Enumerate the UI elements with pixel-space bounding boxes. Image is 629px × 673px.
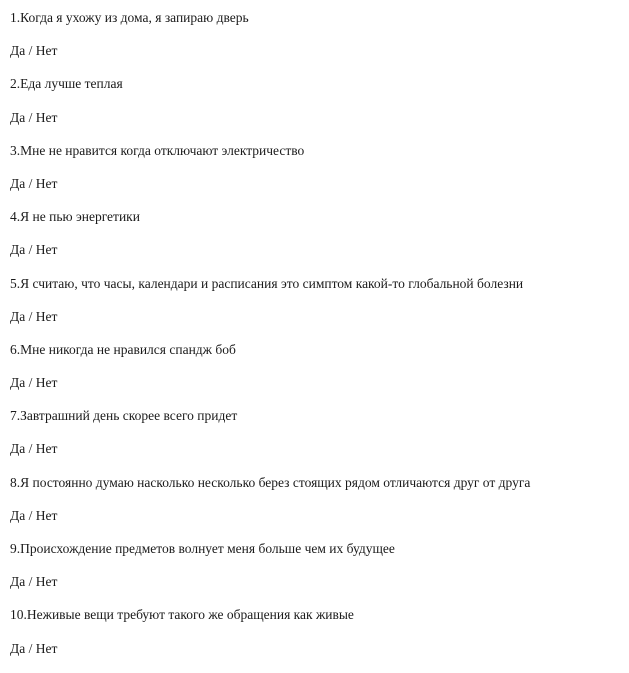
- question-text: 10.Неживые вещи требуют такого же обращения как живые: [10, 607, 354, 623]
- question-text: 8.Я постоянно думаю насколько несколько берез стоящих рядом отличаются друг от друга: [10, 474, 531, 490]
- question-item-10: [10, 606, 625, 672]
- answer-options: Да / Нет: [10, 375, 58, 391]
- question-item-7: [10, 407, 625, 473]
- question-item-4: [10, 208, 625, 274]
- answer-options: Да / Нет: [10, 175, 58, 191]
- question-item-5: [10, 275, 625, 341]
- question-text: 7.Завтрашний день скорее всего придет: [10, 408, 238, 424]
- answer-options: Да / Нет: [10, 441, 58, 457]
- questionnaire-document: [10, 9, 625, 673]
- answer-options: Да / Нет: [10, 43, 58, 59]
- question-item-9: [10, 540, 625, 606]
- question-text: 3.Мне не нравится когда отключают электричество: [10, 142, 305, 158]
- question-item-2: [10, 75, 625, 141]
- answer-options: Да / Нет: [10, 574, 58, 590]
- question-text: 6.Мне никогда не нравился спандж боб: [10, 341, 236, 357]
- answer-options: Да / Нет: [10, 242, 58, 258]
- question-text: 9.Происхождение предметов волнует меня больше чем их будущее: [10, 541, 395, 556]
- question-text: 1.Когда я ухожу из дома, я запираю дверь: [10, 10, 249, 25]
- question-item-3: [10, 142, 625, 208]
- question-text: 2.Еда лучше теплая: [10, 76, 123, 92]
- answer-options: Да / Нет: [10, 308, 58, 324]
- question-text: 4.Я не пью энергетики: [10, 209, 140, 225]
- question-item-8: [10, 474, 625, 540]
- answer-options: Да / Нет: [10, 507, 58, 523]
- question-item-1: [10, 9, 625, 75]
- answer-options: Да / Нет: [10, 640, 58, 656]
- question-item-6: [10, 341, 625, 407]
- question-text: 5.Я считаю, что часы, календари и расписания это симптом какой-то глобальной болезни: [10, 275, 524, 291]
- answer-options: Да / Нет: [10, 109, 58, 125]
